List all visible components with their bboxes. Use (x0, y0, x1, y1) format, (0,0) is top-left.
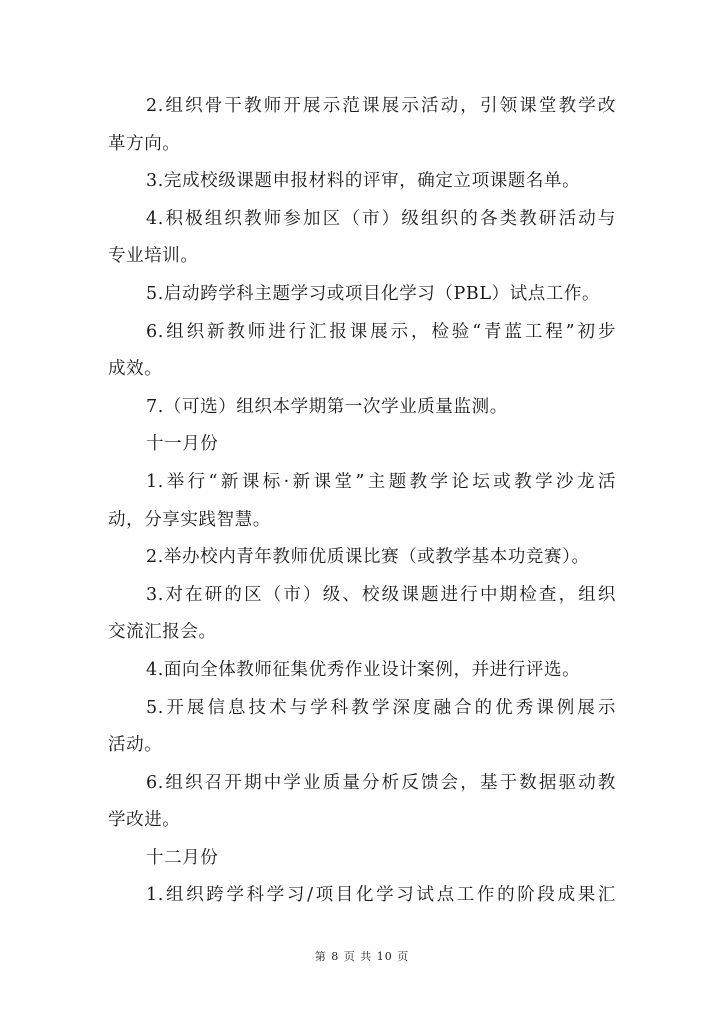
paragraph-line: 专业培训。 (108, 246, 199, 267)
paragraph-line: 2.组织骨干教师开展示范课展示活动，引领课堂教学改 (146, 96, 616, 116)
paragraph-line: 7.（可选）组织本学期第一次学业质量监测。 (146, 396, 508, 417)
paragraph-line: 5.开展信息技术与学科教学深度融合的优秀课例展示 (146, 697, 616, 718)
paragraph-line: 6.组织新教师进行汇报课展示，检验“青蓝工程”初步 (146, 321, 616, 342)
document-body (108, 88, 616, 915)
paragraph-line: 1.组织跨学科学习/项目化学习试点工作的阶段成果汇 (146, 885, 616, 906)
paragraph-line: 3.对在研的区（市）级、校级课题进行中期检查，组织 (146, 584, 616, 605)
paragraph-line: 6.组织召开期中学业质量分析反馈会，基于数据驱动教 (146, 772, 616, 793)
paragraph-line: 1.举行“新课标·新课堂”主题教学论坛或教学沙龙活 (146, 471, 616, 492)
paragraph-line: 5.启动跨学科主题学习或项目化学习（PBL）试点工作。 (146, 283, 601, 304)
section-heading-november: 十一月份 (146, 434, 219, 455)
paragraph-line: 学改进。 (108, 810, 181, 831)
page-number-footer: 第 8 页 共 10 页 (314, 950, 410, 963)
paragraph-line: 2.举办校内青年教师优质课比赛（或教学基本功竞赛）。 (146, 547, 590, 568)
section-heading-december: 十二月份 (146, 847, 219, 868)
paragraph-line: 活动。 (108, 735, 163, 756)
paragraph-line: 交流汇报会。 (108, 622, 217, 643)
paragraph-line: 动，分享实践智慧。 (108, 509, 271, 530)
paragraph-line: 成效。 (108, 359, 163, 380)
paragraph-line: 4.面向全体教师征集优秀作业设计案例，并进行评选。 (146, 659, 581, 680)
paragraph-line: 3.完成校级课题申报材料的评审，确定立项课题名单。 (146, 171, 581, 192)
paragraph-line: 4.积极组织教师参加区（市）级组织的各类教研活动与 (146, 208, 616, 229)
paragraph-line: 革方向。 (108, 133, 181, 154)
